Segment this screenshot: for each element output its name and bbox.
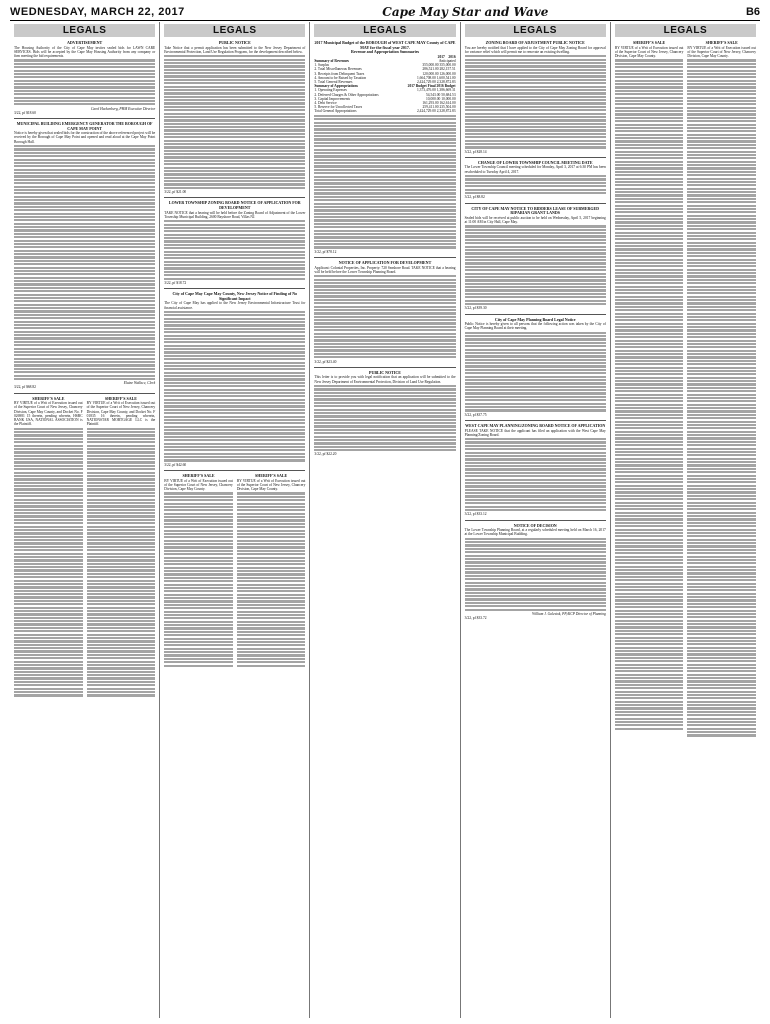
notice-date: 3/22, pf $18.72: [164, 280, 187, 285]
masthead: [10, 4, 760, 21]
table-row: Summary of Revenues Anticipated: [314, 58, 456, 63]
notice-title: CHANGE OF LOWER TOWNSHIP COUNCIL MEETING DATE: [477, 159, 593, 165]
notice-text: Public Notice is hereby given to all persons that the following action was taken by the City of Cape May Planning Board at their meeting.: [464, 322, 606, 331]
issue-date: WEDNESDAY, MARCH 22, 2017: [10, 6, 185, 18]
col-2016: 2016: [448, 54, 456, 59]
notice-signature: Elaine Wallace, Clerk: [123, 381, 156, 386]
notice-subtitle: Revenue and Appropriation Summaries: [350, 49, 420, 55]
column-3: [310, 22, 460, 1018]
notice-title: City of Cape May Cape May County, New Jersey Notice of Finding of No Significant Impact: [172, 291, 298, 301]
notice-text: Sealed bids will be received at public auction to be held on Wednesday, April 5, 2017 beginning at 11:00 AM in City Hall, Cape May.: [464, 215, 606, 224]
notice-body-lines: [465, 55, 606, 148]
notice-title: NOTICE OF DECISION: [513, 522, 557, 528]
notice-text: The City of Cape May has applied to the New Jersey Environmental Infrastructure Trust for financial assistance.: [164, 301, 306, 310]
table-row: 3. Capital Improvements 10,000.00 10,000.00: [314, 96, 456, 101]
notice-title: MUNICIPAL BUILDING EMERGENCY GENERATOR THE BOROUGH OF CAPE MAY POINT: [16, 121, 153, 131]
notice: [164, 474, 233, 668]
column-4: [461, 22, 611, 1018]
notice-date: 3/22, pf $68.82: [14, 385, 36, 390]
column-5: [611, 22, 760, 1018]
notice-body-lines: [465, 225, 606, 305]
notice-title: 2017 Municipal Budget of the BOROUGH of WEST CAPE MAY County of CAPE MAY for the fiscal year 2017.: [314, 40, 456, 50]
notice-text: BY VIRTUE of a Writ of Execution issued out of the Superior Court of New Jersey, Chancery Division, Cape May County.: [236, 478, 306, 491]
notice: [164, 201, 305, 285]
notice-date: 3/22, pf $33.72: [464, 616, 487, 621]
notice-title: LOWER TOWNSHIP ZONING BOARD NOTICE OF APPLICATION FOR DEVELOPMENT: [168, 200, 301, 210]
notice-title: ZONING BOARD OF ADJUSTMENT PUBLIC NOTICE: [485, 40, 585, 45]
notice: [14, 397, 83, 698]
column-header: LEGALS: [14, 24, 155, 37]
notice-text: BY VIRTUE of a Writ of Execution issued out of the Superior Court of New Jersey, Chancery Division, Cape May County, and Docket No. F 026981 15 therein, pending wherein, HSBC BANK USA, NATIONAL ASSOCIATION is the Plaintiff.: [14, 401, 83, 427]
notice: [237, 474, 306, 668]
column-header: LEGALS: [164, 24, 305, 37]
table-row: 4. Debt Service 161,293.00 162,614.00: [314, 101, 456, 106]
notice-body-lines: [87, 428, 156, 697]
notice: [164, 41, 305, 194]
notice-text: BY VIRTUE of a Writ of Execution issued out of the Superior Court of New Jersey, Chancery Division, Cape May County.: [614, 45, 684, 58]
notice-title: SHERIFF'S SALE: [705, 40, 738, 45]
notice-body-lines: [314, 385, 455, 451]
notice-body-lines: [465, 332, 606, 412]
column-header: LEGALS: [314, 24, 455, 37]
notice-date: 3/22, pf $33.12: [464, 512, 487, 517]
table-row: Total General Appropriations 2,424,729.00 2,328,872.83: [314, 109, 456, 114]
notice-title: PUBLIC NOTICE: [218, 40, 251, 45]
notice-date: 3/22, pf $21.00: [164, 190, 187, 195]
notice: [615, 41, 684, 738]
column-header: LEGALS: [465, 24, 606, 37]
notice-title: NOTICE OF APPLICATION FOR DEVELOPMENT: [338, 260, 432, 266]
notice-body-lines: [314, 115, 455, 249]
notice: [14, 122, 155, 390]
legals-columns: [10, 22, 760, 1018]
notice-text: PLEASE TAKE NOTICE that the applicant has filed an application with the West Cape May Planning/Zoning Board.: [464, 428, 606, 437]
table-row: 4. Amount to be Raised by Taxation 1,664,708.00 1,600,541.00: [314, 75, 456, 80]
notice-body-lines: [14, 428, 83, 697]
notice: [314, 371, 455, 457]
notice-title: WEST CAPE MAY PLANNING/ZONING BOARD NOTICE OF APPLICATION: [465, 422, 606, 428]
notice-title: SHERIFF'S SALE: [255, 472, 288, 478]
notice: [465, 41, 606, 154]
notice-title: SHERIFF'S SALE: [104, 395, 137, 401]
column-header: LEGALS: [615, 24, 756, 37]
column-1: [10, 22, 160, 1018]
table-row: Summary of Appropriations 2017 Budget Final 2016 Budget: [314, 84, 456, 89]
notice-date: 3/22, pf $78.12: [314, 249, 337, 254]
page-number: B6: [745, 6, 760, 18]
table-row: 3. Receipts from Delinquent Taxes 120,000.00 126,000.00: [314, 71, 456, 76]
notice: [87, 397, 156, 698]
notice-text: Applicant: Colonial Properties, Inc. Property: 720 Seashore Road. TAKE NOTICE that a hearing will be held before the Lower Township Planning Board.: [314, 265, 456, 274]
column-2: [160, 22, 310, 1018]
notice-body-lines: [314, 275, 455, 358]
notice: [687, 41, 756, 738]
table-row: 1. Surplus 355,000.00 355,000.00: [314, 63, 456, 68]
notice-title: City of Cape May Planning Board Legal Notice: [494, 316, 576, 322]
table-row: 1. Operating Expenses 1,373,476.00 1,386,669.31: [314, 88, 456, 93]
notice-date: 3/22, pf $8.82: [464, 195, 485, 200]
notice-text: BY VIRTUE of a Writ of Execution issued out of the Superior Court of New Jersey, Chancery Division, Cape May County, and Docket No. F 01835 16 therein, pending wherein, NATIONSTAR MORTGAGE LLC is the Plaintiff.: [86, 401, 156, 427]
notice-title: ADVERTISEMENT: [67, 40, 103, 45]
notice-date: 3/22, pf $37.75: [464, 412, 487, 417]
newspaper-title: Cape May Star and Wave: [382, 5, 549, 19]
notice-body-lines: [615, 59, 684, 729]
table-row: 5. Reserve for Uncollected Taxes 259,411.00 235,504.00: [314, 105, 456, 110]
notice-title: SHERIFF'S SALE: [182, 472, 215, 478]
notice-text: BY VIRTUE of a Writ of Execution issued out of the Superior Court of New Jersey, Chancery Division, Cape May County.: [164, 478, 233, 491]
notice-title: SHERIFF'S SALE: [633, 40, 666, 45]
budget-notice: [314, 41, 455, 254]
notice-text: The Lower Township Planning Board, at a regularly scheduled meeting held on March 16, 2017 at the Lower Township Municipal Building.: [464, 528, 606, 537]
notice: [465, 524, 606, 621]
notice-title: CITY OF CAPE MAY NOTICE TO BIDDERS LEASE OF SUBMERGED RIPARIAN GRANT LANDS: [471, 205, 600, 216]
notice-body-lines: [164, 492, 233, 666]
notice: [14, 41, 155, 115]
notice: [465, 161, 606, 200]
notice-text: Take Notice that a permit application has been submitted to the New Jersey Department of Environmental Protection, Land Use Regulation Program, for the development described below.: [164, 45, 306, 54]
notice: [164, 292, 305, 467]
notice-title: PUBLIC NOTICE: [369, 369, 401, 375]
notice-body-lines: [14, 59, 155, 105]
notice-body-lines: [164, 311, 305, 462]
notice-text: You are hereby notified that I have applied to the City of Cape May Zoning Board for approval for variance relief which will permit me to renovate an existing dwelling.: [464, 45, 606, 54]
notice: [465, 318, 606, 417]
notice-body-lines: [465, 438, 606, 511]
notice-date: 3/22, pf $28.14: [464, 149, 487, 154]
notice-body-lines: [465, 175, 606, 194]
notice-date: 3/22, pf $23.40: [314, 359, 337, 364]
notice-body-lines: [164, 220, 305, 280]
col-2017: 2017: [437, 54, 445, 59]
notice-text: BY VIRTUE of a Writ of Execution issued out of the Superior Court of New Jersey, Chancery Division, Cape May County.: [687, 45, 757, 58]
notice-text: The Housing Authority of the City of Cape May invites sealed bids for LAWN CARE SERVICES. Bids will be accepted by the Cape May Housing Authority from any company or firm meeting the bid requirements.: [14, 45, 156, 58]
notice-body-lines: [14, 145, 155, 380]
notice-signature: William J. Galestok, PP,AICP Director of Planning: [532, 611, 606, 616]
notice: [465, 207, 606, 311]
notice-body-lines: [465, 538, 606, 611]
notice-date: 3/22, pf $39.30: [464, 306, 487, 311]
notice-signature: Carol Hackenberg, PHM Executive Director: [91, 106, 156, 111]
notice: [465, 424, 606, 517]
notice-date: 3/22, pf $42.60: [164, 462, 187, 467]
notice-text: TAKE NOTICE that a hearing will be held before the Zoning Board of Adjustment of the Lower Township Municipal Building, 2600 Bayshore Road, Villas NJ.: [164, 210, 306, 219]
notice-text: Notice is hereby given that sealed bids for the construction of the above referenced project will be received by the Borough of Cape May Point and opened and read aloud at the Cape May Point Borough Hall.: [14, 131, 156, 144]
notice-title: SHERIFF'S SALE: [32, 395, 65, 401]
notice-body-lines: [687, 59, 756, 736]
notice-date: 3/22, pf $18.60: [14, 110, 36, 115]
table-row: 2. Deferred Charges & Other Appropriations 54,543.00 50,684.53: [314, 92, 456, 97]
notice-text: The Lower Township Council meeting scheduled for Monday, April 3, 2017 at 6:30 PM has been rescheduled to Tuesday April 4, 2017.: [464, 165, 606, 174]
notice-text: This letter is to provide you with legal notification that an application will be submitted to the New Jersey Department of Environmental Protection, Division of Land Use Regulation.: [314, 375, 456, 384]
notice-body-lines: [164, 55, 305, 189]
budget-table: [314, 55, 455, 114]
table-row: 2. Total Miscellaneous Revenues 286,521.00 282,157.51: [314, 67, 456, 72]
notice: [314, 261, 455, 364]
notice-date: 3/22, pf $22.20: [314, 452, 337, 457]
notice-body-lines: [237, 492, 306, 666]
table-row: 5. Total General Revenues 2,424,729.00 2,328,872.83: [314, 80, 456, 84]
